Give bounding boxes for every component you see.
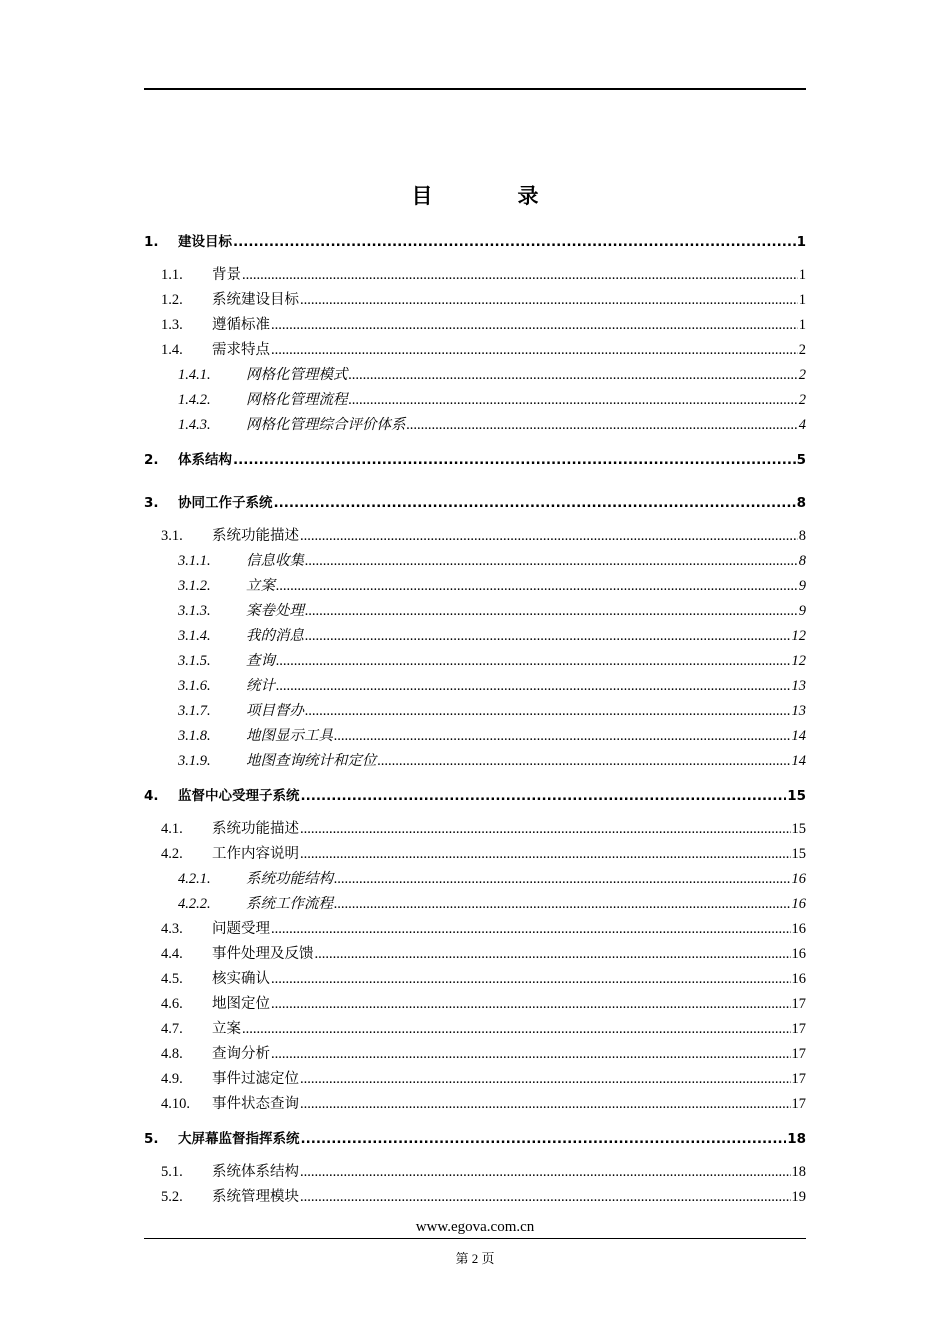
toc-entry-title: 立案 bbox=[246, 578, 275, 594]
toc-entry-title: 查询 bbox=[246, 653, 275, 669]
toc-entry-page: 15 bbox=[791, 821, 806, 837]
toc-entry[interactable] bbox=[144, 892, 806, 917]
toc-entry-page: 12 bbox=[791, 628, 806, 644]
toc-entry-number: 4.10. bbox=[161, 1096, 190, 1112]
toc-entry-title: 网格化管理模式 bbox=[246, 367, 348, 383]
toc-entry[interactable] bbox=[144, 549, 806, 574]
toc-entry[interactable] bbox=[144, 649, 806, 674]
dot-leader bbox=[334, 892, 791, 917]
toc-entry[interactable] bbox=[144, 1185, 806, 1210]
toc-entry-number: 3.1.6. bbox=[178, 678, 211, 694]
toc-entry-number: 1.3. bbox=[161, 317, 183, 333]
toc-entry-number: 5.1. bbox=[161, 1164, 183, 1180]
toc-entry[interactable] bbox=[144, 1092, 806, 1117]
footer-page-number: 第 2 页 bbox=[455, 1251, 495, 1266]
toc-entry[interactable] bbox=[144, 413, 806, 438]
toc-entry[interactable] bbox=[144, 490, 806, 524]
toc-entry-number: 4. bbox=[144, 788, 159, 804]
toc-entry[interactable] bbox=[144, 942, 806, 967]
toc-entry-title: 地图显示工具 bbox=[246, 728, 333, 744]
dot-leader bbox=[334, 867, 791, 892]
table-of-contents bbox=[144, 229, 806, 1210]
toc-entry-title: 体系结构 bbox=[178, 452, 232, 468]
toc-entry-title: 事件过滤定位 bbox=[212, 1071, 299, 1087]
dot-leader bbox=[276, 674, 791, 699]
toc-entry-page: 17 bbox=[791, 996, 806, 1012]
dot-leader bbox=[305, 624, 791, 649]
toc-entry-title: 系统建设目标 bbox=[212, 292, 299, 308]
toc-entry[interactable] bbox=[144, 842, 806, 867]
toc-entry[interactable] bbox=[144, 229, 806, 263]
toc-entry-number: 3.1.5. bbox=[178, 653, 211, 669]
toc-entry-number: 4.2.1. bbox=[178, 871, 211, 887]
toc-entry[interactable] bbox=[144, 1042, 806, 1067]
toc-entry-title: 工作内容说明 bbox=[212, 846, 299, 862]
toc-entry[interactable] bbox=[144, 574, 806, 599]
toc-entry[interactable] bbox=[144, 699, 806, 724]
toc-entry-number: 1. bbox=[144, 234, 159, 250]
toc-entry-page: 18 bbox=[791, 1164, 806, 1180]
toc-entry[interactable] bbox=[144, 867, 806, 892]
toc-entry-number: 4.6. bbox=[161, 996, 183, 1012]
toc-entry-page: 1 bbox=[798, 317, 806, 333]
toc-entry-page: 8 bbox=[796, 495, 806, 511]
toc-entry-page: 19 bbox=[791, 1189, 806, 1205]
toc-entry-number: 4.5. bbox=[161, 971, 183, 987]
dot-leader bbox=[301, 783, 787, 809]
toc-entry[interactable] bbox=[144, 447, 806, 481]
toc-entry-title: 统计 bbox=[246, 678, 275, 694]
toc-entry-number: 1.4.2. bbox=[178, 392, 211, 408]
toc-entry-title: 协同工作子系统 bbox=[178, 495, 273, 511]
toc-entry-page: 16 bbox=[791, 921, 806, 937]
toc-entry-page: 16 bbox=[791, 871, 806, 887]
dot-leader bbox=[305, 599, 798, 624]
dot-leader bbox=[271, 967, 791, 992]
toc-entry-title: 查询分析 bbox=[212, 1046, 270, 1062]
dot-leader bbox=[271, 992, 791, 1017]
toc-entry-page: 16 bbox=[791, 971, 806, 987]
toc-entry-page: 1 bbox=[798, 267, 806, 283]
toc-entry-number: 4.8. bbox=[161, 1046, 183, 1062]
toc-entry-number: 1.4.3. bbox=[178, 417, 211, 433]
toc-entry-title: 系统体系结构 bbox=[212, 1164, 299, 1180]
toc-entry[interactable] bbox=[144, 967, 806, 992]
dot-leader bbox=[300, 1092, 791, 1117]
dot-leader bbox=[300, 817, 791, 842]
toc-entry-page: 16 bbox=[791, 946, 806, 962]
toc-entry[interactable] bbox=[144, 524, 806, 549]
toc-entry[interactable] bbox=[144, 288, 806, 313]
toc-entry-number: 1.1. bbox=[161, 267, 183, 283]
header-rule bbox=[144, 88, 806, 90]
dot-leader bbox=[233, 229, 796, 255]
dot-leader bbox=[300, 524, 798, 549]
toc-entry-number: 4.3. bbox=[161, 921, 183, 937]
toc-entry-page: 16 bbox=[791, 896, 806, 912]
toc-entry-page: 8 bbox=[798, 528, 806, 544]
dot-leader bbox=[300, 842, 791, 867]
toc-entry-number: 3.1.4. bbox=[178, 628, 211, 644]
toc-entry-title: 系统功能描述 bbox=[212, 528, 299, 544]
toc-entry-page: 17 bbox=[791, 1096, 806, 1112]
toc-entry-title: 事件处理及反馈 bbox=[212, 946, 314, 962]
toc-entry-title: 我的消息 bbox=[246, 628, 304, 644]
toc-entry-title: 系统功能结构 bbox=[246, 871, 333, 887]
toc-entry[interactable] bbox=[144, 724, 806, 749]
toc-entry[interactable] bbox=[144, 1017, 806, 1042]
dot-leader bbox=[242, 1017, 791, 1042]
toc-entry-page: 15 bbox=[787, 788, 806, 804]
toc-entry-number: 1.4. bbox=[161, 342, 183, 358]
toc-entry-number: 3.1.1. bbox=[178, 553, 211, 569]
dot-leader bbox=[276, 649, 791, 674]
toc-entry-page: 13 bbox=[791, 703, 806, 719]
toc-entry-title: 网格化管理综合评价体系 bbox=[246, 417, 406, 433]
toc-entry-title: 核实确认 bbox=[212, 971, 270, 987]
toc-entry-number: 3.1.7. bbox=[178, 703, 211, 719]
toc-entry[interactable] bbox=[144, 599, 806, 624]
dot-leader bbox=[349, 363, 798, 388]
toc-entry[interactable] bbox=[144, 749, 806, 774]
toc-entry[interactable] bbox=[144, 817, 806, 842]
toc-entry-number: 5. bbox=[144, 1131, 159, 1147]
toc-entry-number: 3.1. bbox=[161, 528, 183, 544]
toc-entry[interactable] bbox=[144, 313, 806, 338]
toc-entry-page: 13 bbox=[791, 678, 806, 694]
dot-leader bbox=[378, 749, 791, 774]
toc-entry[interactable] bbox=[144, 1160, 806, 1185]
toc-entry-number: 4.7. bbox=[161, 1021, 183, 1037]
footer-rule bbox=[144, 1238, 806, 1239]
toc-entry-title: 监督中心受理子系统 bbox=[178, 788, 300, 804]
toc-entry-page: 18 bbox=[787, 1131, 806, 1147]
toc-entry-number: 5.2. bbox=[161, 1189, 183, 1205]
toc-entry-title: 事件状态查询 bbox=[212, 1096, 299, 1112]
toc-entry[interactable] bbox=[144, 1067, 806, 1092]
dot-leader bbox=[300, 1067, 791, 1092]
toc-entry-number: 3.1.3. bbox=[178, 603, 211, 619]
toc-entry-title: 系统功能描述 bbox=[212, 821, 299, 837]
dot-leader bbox=[349, 388, 798, 413]
toc-entry-page: 12 bbox=[791, 653, 806, 669]
dot-leader bbox=[315, 942, 791, 967]
dot-leader bbox=[305, 699, 791, 724]
dot-leader bbox=[271, 1042, 791, 1067]
toc-entry-title: 背景 bbox=[212, 267, 241, 283]
toc-entry-title: 系统管理模块 bbox=[212, 1189, 299, 1205]
toc-entry-page: 15 bbox=[791, 846, 806, 862]
toc-entry-number: 4.1. bbox=[161, 821, 183, 837]
dot-leader bbox=[271, 338, 798, 363]
toc-entry-number: 3.1.8. bbox=[178, 728, 211, 744]
toc-entry-title: 项目督办 bbox=[246, 703, 304, 719]
dot-leader bbox=[300, 1185, 791, 1210]
dot-leader bbox=[274, 490, 796, 516]
toc-entry-page: 9 bbox=[798, 603, 806, 619]
toc-entry-page: 4 bbox=[798, 417, 806, 433]
toc-entry-page: 2 bbox=[798, 392, 806, 408]
toc-entry[interactable] bbox=[144, 1126, 806, 1160]
toc-entry-number: 2. bbox=[144, 452, 159, 468]
toc-entry[interactable] bbox=[144, 624, 806, 649]
toc-entry-title: 系统工作流程 bbox=[246, 896, 333, 912]
footer-url[interactable]: www.egova.com.cn bbox=[415, 1219, 535, 1235]
toc-entry-title: 地图定位 bbox=[212, 996, 270, 1012]
dot-leader bbox=[300, 288, 798, 313]
toc-entry-page: 5 bbox=[796, 452, 806, 468]
toc-entry-title: 需求特点 bbox=[212, 342, 270, 358]
toc-entry-number: 4.9. bbox=[161, 1071, 183, 1087]
dot-leader bbox=[233, 447, 796, 473]
toc-entry-page: 17 bbox=[791, 1046, 806, 1062]
toc-entry-title: 遵循标准 bbox=[212, 317, 270, 333]
toc-entry[interactable] bbox=[144, 992, 806, 1017]
toc-entry-title: 大屏幕监督指挥系统 bbox=[178, 1131, 300, 1147]
toc-entry-number: 3. bbox=[144, 495, 159, 511]
toc-entry-number: 1.2. bbox=[161, 292, 183, 308]
toc-entry-page: 2 bbox=[798, 367, 806, 383]
toc-entry-title: 建设目标 bbox=[178, 234, 232, 250]
toc-entry-title: 地图查询统计和定位 bbox=[246, 753, 377, 769]
toc-entry-title: 信息收集 bbox=[246, 553, 304, 569]
toc-entry[interactable] bbox=[144, 263, 806, 288]
dot-leader bbox=[334, 724, 791, 749]
toc-entry-title: 问题受理 bbox=[212, 921, 270, 937]
toc-entry[interactable] bbox=[144, 363, 806, 388]
toc-entry-title: 网格化管理流程 bbox=[246, 392, 348, 408]
toc-entry-page: 1 bbox=[798, 292, 806, 308]
dot-leader bbox=[242, 263, 798, 288]
toc-entry-title: 案卷处理 bbox=[246, 603, 304, 619]
toc-entry-page: 17 bbox=[791, 1071, 806, 1087]
dot-leader bbox=[301, 1126, 787, 1152]
toc-entry[interactable] bbox=[144, 917, 806, 942]
toc-entry-number: 3.1.2. bbox=[178, 578, 211, 594]
toc-entry-number: 3.1.9. bbox=[178, 753, 211, 769]
toc-title: 目 录 bbox=[411, 184, 571, 208]
toc-entry-number: 4.4. bbox=[161, 946, 183, 962]
toc-entry-title: 立案 bbox=[212, 1021, 241, 1037]
toc-entry-page: 1 bbox=[796, 234, 806, 250]
toc-entry[interactable] bbox=[144, 388, 806, 413]
toc-entry-page: 2 bbox=[798, 342, 806, 358]
toc-entry[interactable] bbox=[144, 783, 806, 817]
dot-leader bbox=[407, 413, 798, 438]
toc-entry-page: 14 bbox=[791, 753, 806, 769]
dot-leader bbox=[271, 313, 798, 338]
dot-leader bbox=[300, 1160, 791, 1185]
toc-entry-page: 14 bbox=[791, 728, 806, 744]
toc-entry[interactable] bbox=[144, 674, 806, 699]
toc-entry-page: 8 bbox=[798, 553, 806, 569]
dot-leader bbox=[271, 917, 791, 942]
toc-entry-number: 1.4.1. bbox=[178, 367, 211, 383]
dot-leader bbox=[305, 549, 798, 574]
toc-entry-number: 4.2. bbox=[161, 846, 183, 862]
dot-leader bbox=[276, 574, 798, 599]
toc-entry-page: 17 bbox=[791, 1021, 806, 1037]
toc-entry-number: 4.2.2. bbox=[178, 896, 211, 912]
toc-entry[interactable] bbox=[144, 338, 806, 363]
toc-entry-page: 9 bbox=[798, 578, 806, 594]
